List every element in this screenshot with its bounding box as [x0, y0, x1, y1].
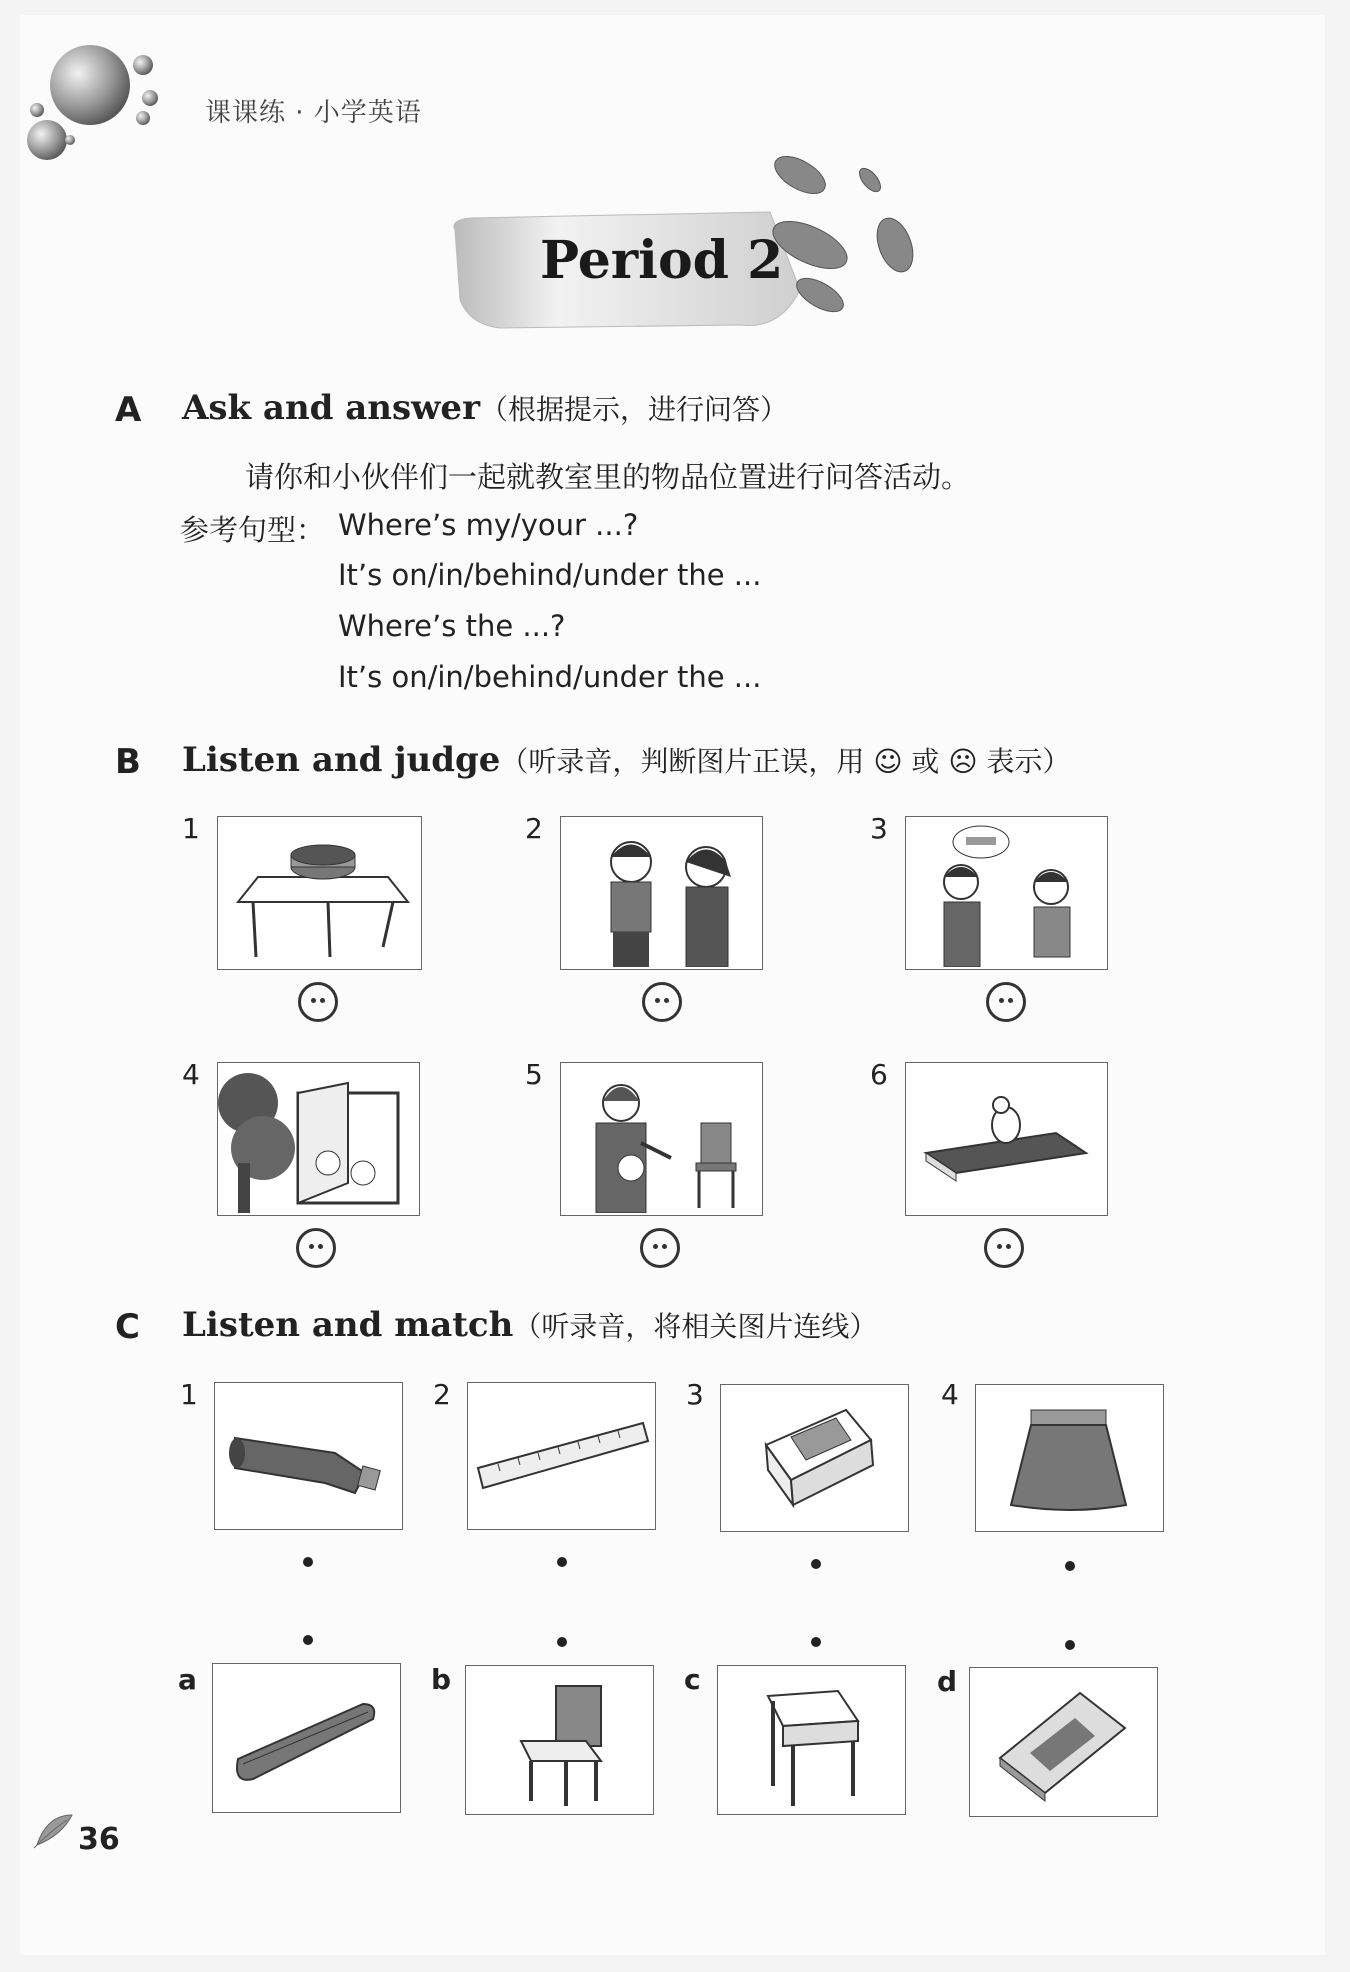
c-top-1-number: 1: [180, 1378, 198, 1411]
c-bottom-a-letter: a: [178, 1663, 197, 1696]
c-bottom-c-dot[interactable]: [811, 1637, 821, 1647]
c-bottom-a-dot[interactable]: [303, 1635, 313, 1645]
window-tree-image: [218, 1063, 418, 1213]
pattern-line-4: It’s on/in/behind/under the ...: [338, 660, 762, 694]
leaf-icon: [32, 1810, 77, 1850]
c-bottom-d-picture: [969, 1667, 1158, 1817]
chair-image: [466, 1666, 652, 1813]
c-top-3-picture: [720, 1384, 909, 1532]
c-bottom-d-dot[interactable]: [1065, 1640, 1075, 1650]
page-title: Period 2: [540, 230, 784, 291]
section-b-note: （听录音，判断图片正误，用 ☺ 或 ☹ 表示）: [500, 745, 1071, 778]
pattern-line-3: Where’s the ...?: [338, 609, 566, 643]
c-top-2-dot[interactable]: [557, 1557, 567, 1567]
c-top-1-dot[interactable]: [303, 1557, 313, 1567]
pattern-line-2: It’s on/in/behind/under the ...: [338, 558, 762, 592]
c-bottom-d-letter: d: [937, 1665, 958, 1698]
section-b-title: Listen and judge: [182, 740, 501, 780]
eraser-image: [721, 1385, 907, 1530]
b-item-3-number: 3: [870, 812, 888, 845]
pattern-line-1: Where’s my/your ...?: [338, 508, 639, 542]
c-bottom-b-picture: [465, 1665, 654, 1815]
cake-on-table-image: [218, 817, 420, 967]
b-item-5-number: 5: [525, 1058, 543, 1091]
c-bottom-a-picture: [212, 1663, 401, 1813]
b-item-3-answer-circle[interactable]: [986, 982, 1026, 1022]
b-item-6-number: 6: [870, 1058, 888, 1091]
b-item-6-picture: [905, 1062, 1108, 1216]
c-top-2-number: 2: [433, 1378, 451, 1411]
header-text: 课课练 · 小学英语: [205, 98, 422, 128]
boy-and-girl-image: [561, 817, 761, 967]
page-number: 36: [78, 1822, 120, 1857]
c-top-1-picture: [214, 1382, 403, 1530]
section-c-heading: [182, 1305, 877, 1345]
section-c-title: Listen and match: [182, 1305, 514, 1345]
b-item-2-answer-circle[interactable]: [642, 982, 682, 1022]
c-top-4-picture: [975, 1384, 1164, 1532]
c-top-2-picture: [467, 1382, 656, 1530]
pencil-case-image: [213, 1664, 399, 1811]
section-a-letter: A: [115, 390, 142, 430]
section-a-ref-label: 参考句型：: [180, 513, 326, 547]
c-bottom-b-dot[interactable]: [557, 1637, 567, 1647]
desk-image: [718, 1666, 904, 1813]
section-c-note: （听录音，将相关图片连线）: [513, 1310, 878, 1343]
b-item-1-number: 1: [182, 812, 200, 845]
b-item-1-picture: [217, 816, 422, 970]
b-item-2-number: 2: [525, 812, 543, 845]
ruler-image: [468, 1383, 654, 1528]
c-top-4-number: 4: [941, 1378, 959, 1411]
bubbles-decoration: [25, 40, 175, 170]
b-item-2-picture: [560, 816, 763, 970]
book-image: [970, 1668, 1156, 1815]
c-bottom-c-letter: c: [684, 1663, 701, 1696]
section-a-title: Ask and answer: [182, 388, 480, 428]
b-item-4-number: 4: [182, 1058, 200, 1091]
girl-thinking-image: [906, 817, 1106, 967]
b-item-5-picture: [560, 1062, 763, 1216]
glue-stick-image: [215, 1383, 401, 1528]
c-bottom-c-picture: [717, 1665, 906, 1815]
section-c-letter: C: [115, 1307, 140, 1347]
b-item-5-answer-circle[interactable]: [640, 1228, 680, 1268]
b-item-4-picture: [217, 1062, 420, 1216]
section-a-note: （根据提示，进行问答）: [479, 393, 788, 426]
bird-on-book-image: [906, 1063, 1106, 1213]
section-a-instruction: 请你和小伙伴们一起就教室里的物品位置进行问答活动。: [245, 460, 971, 494]
c-bottom-b-letter: b: [431, 1663, 452, 1696]
section-b-heading: [182, 740, 1070, 780]
section-b-letter: B: [115, 742, 141, 782]
b-item-3-picture: [905, 816, 1108, 970]
c-top-3-dot[interactable]: [811, 1559, 821, 1569]
c-top-4-dot[interactable]: [1065, 1561, 1075, 1571]
teacher-chair-image: [561, 1063, 761, 1213]
section-a-heading: [182, 388, 788, 428]
b-item-6-answer-circle[interactable]: [984, 1228, 1024, 1268]
skirt-image: [976, 1385, 1162, 1530]
b-item-1-answer-circle[interactable]: [298, 982, 338, 1022]
c-top-3-number: 3: [686, 1378, 704, 1411]
b-item-4-answer-circle[interactable]: [296, 1228, 336, 1268]
